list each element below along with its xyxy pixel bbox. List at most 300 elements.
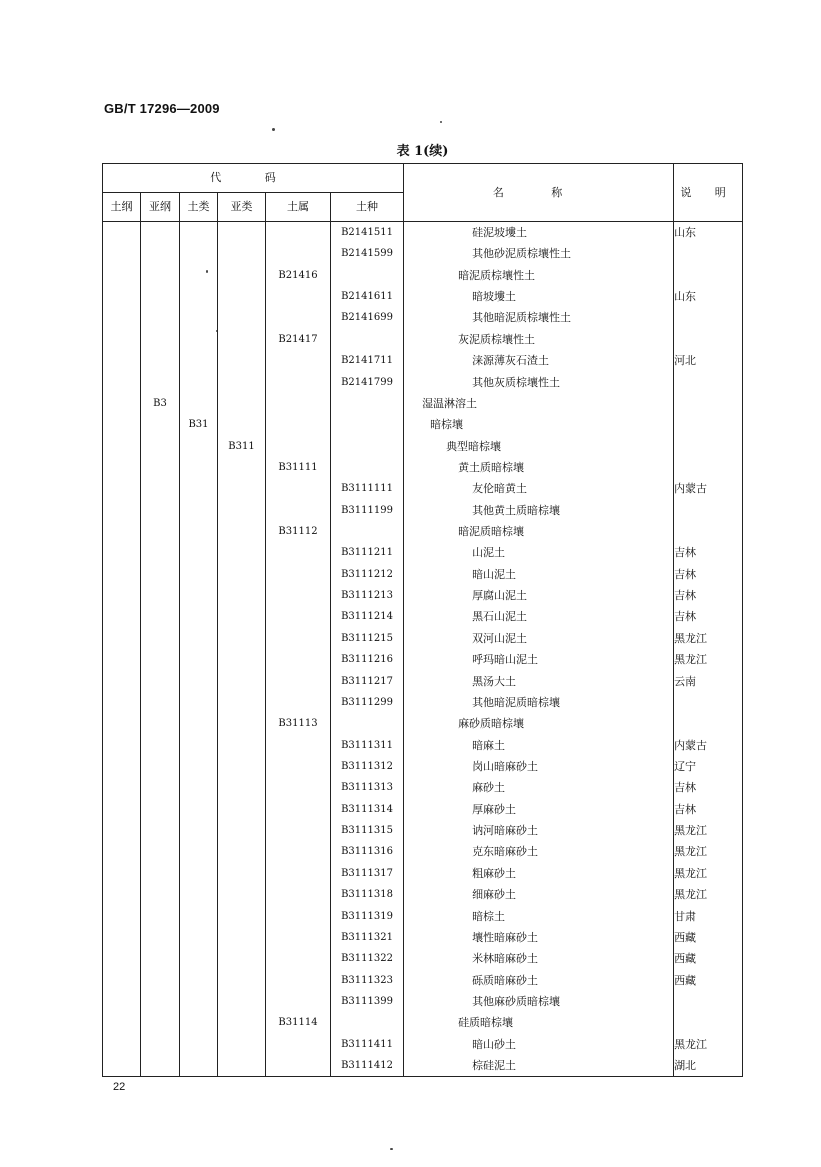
suborder-code-cell (141, 243, 180, 264)
table-row (103, 841, 743, 862)
order-code-cell (103, 585, 141, 606)
table-row (103, 329, 743, 350)
table-row (103, 564, 743, 585)
note-cell (674, 393, 743, 414)
subgroup-code-cell (218, 478, 266, 499)
note-cell: 吉林 (674, 777, 743, 798)
species-code-cell (331, 1012, 404, 1033)
genus-code-cell (266, 564, 331, 585)
order-code-cell (103, 307, 141, 328)
suborder-code-cell (141, 713, 180, 734)
group-code-cell (180, 799, 218, 820)
soil-name-cell: 黄土质暗棕壤 (404, 457, 674, 478)
species-code-cell: B2141711 (331, 350, 404, 371)
subgroup-code-cell (218, 500, 266, 521)
group-code-cell (180, 436, 218, 457)
genus-code-cell (266, 863, 331, 884)
species-code-cell (331, 713, 404, 734)
suborder-code-cell (141, 820, 180, 841)
species-code-cell: B3111399 (331, 991, 404, 1012)
soil-name-cell: 其他暗泥质暗棕壤 (404, 692, 674, 713)
table-row (103, 478, 743, 499)
order-code-cell (103, 777, 141, 798)
table-row (103, 500, 743, 521)
group-code-cell (180, 329, 218, 350)
group-code-cell (180, 927, 218, 948)
order-code-cell (103, 521, 141, 542)
species-code-cell: B3111323 (331, 970, 404, 991)
table-row (103, 756, 743, 777)
note-cell: 黑龙江 (674, 820, 743, 841)
soil-name-cell: 暗棕土 (404, 906, 674, 927)
table-row (103, 307, 743, 328)
soil-name-cell: 壤性暗麻砂土 (404, 927, 674, 948)
table-row (103, 991, 743, 1012)
species-code-cell: B3111299 (331, 692, 404, 713)
table-row (103, 799, 743, 820)
group-code-cell (180, 500, 218, 521)
group-code-cell (180, 542, 218, 563)
note-cell: 黑龙江 (674, 841, 743, 862)
table-row (103, 649, 743, 670)
note-cell: 吉林 (674, 799, 743, 820)
genus-code-cell (266, 692, 331, 713)
table-body (103, 222, 743, 1077)
group-code-cell (180, 457, 218, 478)
note-cell: 吉林 (674, 564, 743, 585)
subgroup-code-cell (218, 1012, 266, 1033)
group-code-cell (180, 735, 218, 756)
table-row (103, 414, 743, 435)
species-code-cell: B3111311 (331, 735, 404, 756)
note-cell: 山东 (674, 222, 743, 244)
order-code-cell (103, 243, 141, 264)
soil-name-cell: 暗泥质暗棕壤 (404, 521, 674, 542)
genus-code-cell (266, 372, 331, 393)
group-code-cell (180, 478, 218, 499)
note-cell (674, 521, 743, 542)
table-row (103, 1055, 743, 1077)
suborder-code-cell (141, 307, 180, 328)
order-code-cell (103, 841, 141, 862)
note-cell (674, 991, 743, 1012)
species-code-cell: B3111212 (331, 564, 404, 585)
genus-code-cell (266, 350, 331, 371)
group-code-cell (180, 606, 218, 627)
group-code-cell (180, 884, 218, 905)
suborder-code-cell (141, 286, 180, 307)
table-row (103, 884, 743, 905)
subgroup-code-cell (218, 606, 266, 627)
suborder-code-cell (141, 542, 180, 563)
soil-name-cell: 讷河暗麻砂土 (404, 820, 674, 841)
name-column-header: 名 称 (404, 164, 674, 222)
species-code-cell: B3111213 (331, 585, 404, 606)
soil-name-cell: 细麻砂土 (404, 884, 674, 905)
genus-code-cell (266, 585, 331, 606)
genus-code-cell (266, 820, 331, 841)
subgroup-code-cell (218, 585, 266, 606)
table-row (103, 948, 743, 969)
suborder-code-cell (141, 265, 180, 286)
species-code-cell: B3111199 (331, 500, 404, 521)
suborder-code-cell (141, 1055, 180, 1077)
note-cell: 河北 (674, 350, 743, 371)
species-code-cell: B3111314 (331, 799, 404, 820)
order-code-cell (103, 970, 141, 991)
species-code-cell: B3111317 (331, 863, 404, 884)
note-cell: 黑龙江 (674, 649, 743, 670)
species-code-cell: B3111313 (331, 777, 404, 798)
suborder-code-cell (141, 948, 180, 969)
order-code-cell (103, 628, 141, 649)
species-code-cell: B3111411 (331, 1034, 404, 1055)
subgroup-code-cell (218, 393, 266, 414)
genus-code-cell (266, 478, 331, 499)
subgroup-code-cell: B311 (218, 436, 266, 457)
table-row (103, 585, 743, 606)
species-code-cell: B3111319 (331, 906, 404, 927)
suborder-code-cell (141, 372, 180, 393)
group-code-cell (180, 350, 218, 371)
table-row (103, 372, 743, 393)
species-code-cell (331, 436, 404, 457)
table-row (103, 735, 743, 756)
species-code-cell: B3111216 (331, 649, 404, 670)
note-cell (674, 372, 743, 393)
soil-name-cell: 硅泥坡塿土 (404, 222, 674, 244)
note-cell (674, 436, 743, 457)
group-code-cell (180, 991, 218, 1012)
soil-name-cell: 麻砂土 (404, 777, 674, 798)
note-cell (674, 329, 743, 350)
subgroup-code-cell (218, 307, 266, 328)
soil-name-cell: 厚腐山泥土 (404, 585, 674, 606)
suborder-code-cell (141, 692, 180, 713)
note-cell (674, 713, 743, 734)
group-code-cell (180, 841, 218, 862)
order-code-cell (103, 606, 141, 627)
species-code-cell: B3111211 (331, 542, 404, 563)
table-row (103, 906, 743, 927)
table-row (103, 1034, 743, 1055)
genus-code-cell (266, 948, 331, 969)
note-cell: 甘肃 (674, 906, 743, 927)
genus-code-cell (266, 243, 331, 264)
genus-code-cell (266, 906, 331, 927)
subgroup-column-header: 亚类 (218, 193, 266, 222)
order-code-cell (103, 735, 141, 756)
subgroup-code-cell (218, 350, 266, 371)
order-code-cell (103, 713, 141, 734)
note-cell (674, 500, 743, 521)
soil-name-cell: 米林暗麻砂土 (404, 948, 674, 969)
order-code-cell (103, 286, 141, 307)
note-cell: 内蒙古 (674, 478, 743, 499)
group-code-cell (180, 820, 218, 841)
species-code-cell (331, 457, 404, 478)
soil-name-cell: 暗麻土 (404, 735, 674, 756)
group-code-cell (180, 777, 218, 798)
soil-name-cell: 暗泥质棕壤性土 (404, 265, 674, 286)
suborder-code-cell (141, 329, 180, 350)
order-code-cell (103, 393, 141, 414)
soil-name-cell: 暗坡塿土 (404, 286, 674, 307)
order-code-cell (103, 756, 141, 777)
genus-code-cell: B21416 (266, 265, 331, 286)
subgroup-code-cell (218, 906, 266, 927)
table-row (103, 265, 743, 286)
species-code-cell: B3111321 (331, 927, 404, 948)
suborder-code-cell (141, 799, 180, 820)
suborder-code-cell (141, 1012, 180, 1033)
suborder-code-cell (141, 436, 180, 457)
code-group-header: 代 码 (103, 164, 404, 193)
genus-code-cell (266, 884, 331, 905)
order-code-cell (103, 1012, 141, 1033)
genus-code-cell: B31112 (266, 521, 331, 542)
note-cell: 黑龙江 (674, 628, 743, 649)
suborder-column-header: 亚纲 (141, 193, 180, 222)
order-code-cell (103, 414, 141, 435)
genus-code-cell: B21417 (266, 329, 331, 350)
group-code-cell (180, 1012, 218, 1033)
subgroup-code-cell (218, 542, 266, 563)
group-code-cell (180, 906, 218, 927)
note-cell (674, 307, 743, 328)
order-code-cell (103, 457, 141, 478)
group-code-cell (180, 521, 218, 542)
note-cell: 吉林 (674, 542, 743, 563)
order-code-cell (103, 820, 141, 841)
group-code-cell (180, 372, 218, 393)
species-code-cell: B2141511 (331, 222, 404, 244)
subgroup-code-cell (218, 372, 266, 393)
subgroup-code-cell (218, 991, 266, 1012)
species-code-cell: B3111318 (331, 884, 404, 905)
genus-code-cell (266, 1055, 331, 1077)
soil-name-cell: 其他灰质棕壤性土 (404, 372, 674, 393)
subgroup-code-cell (218, 243, 266, 264)
genus-code-cell (266, 542, 331, 563)
soil-name-cell: 其他麻砂质暗棕壤 (404, 991, 674, 1012)
genus-code-cell (266, 991, 331, 1012)
table-row (103, 863, 743, 884)
genus-code-cell: B31113 (266, 713, 331, 734)
order-code-cell (103, 884, 141, 905)
soil-name-cell: 硅质暗棕壤 (404, 1012, 674, 1033)
order-code-cell (103, 265, 141, 286)
subgroup-code-cell (218, 564, 266, 585)
table-row (103, 350, 743, 371)
order-code-cell (103, 799, 141, 820)
table-caption: 表 1(续) (396, 144, 449, 159)
group-code-cell (180, 265, 218, 286)
table-row (103, 393, 743, 414)
scan-speck (390, 1148, 393, 1150)
genus-column-header: 土属 (266, 193, 331, 222)
table-row (103, 671, 743, 692)
note-column-header: 说 明 (674, 164, 743, 222)
note-cell: 内蒙古 (674, 735, 743, 756)
table-row (103, 457, 743, 478)
table-row (103, 692, 743, 713)
genus-code-cell (266, 500, 331, 521)
group-code-cell (180, 756, 218, 777)
note-cell: 黑龙江 (674, 884, 743, 905)
suborder-code-cell (141, 777, 180, 798)
subgroup-code-cell (218, 286, 266, 307)
suborder-code-cell (141, 606, 180, 627)
genus-code-cell (266, 671, 331, 692)
table-row (103, 243, 743, 264)
group-code-cell (180, 1034, 218, 1055)
soil-name-cell: 山泥土 (404, 542, 674, 563)
species-code-cell: B2141611 (331, 286, 404, 307)
soil-name-cell: 棕硅泥土 (404, 1055, 674, 1077)
suborder-code-cell (141, 841, 180, 862)
order-code-cell (103, 542, 141, 563)
soil-name-cell: 其他暗泥质棕壤性土 (404, 307, 674, 328)
suborder-code-cell (141, 457, 180, 478)
subgroup-code-cell (218, 1034, 266, 1055)
subgroup-code-cell (218, 884, 266, 905)
suborder-code-cell (141, 500, 180, 521)
soil-name-cell: 克东暗麻砂土 (404, 841, 674, 862)
subgroup-code-cell (218, 820, 266, 841)
suborder-code-cell (141, 628, 180, 649)
order-code-cell (103, 500, 141, 521)
page-number: 22 (113, 1081, 126, 1093)
subgroup-code-cell (218, 777, 266, 798)
note-cell (674, 414, 743, 435)
order-code-cell (103, 671, 141, 692)
species-code-cell: B3111215 (331, 628, 404, 649)
order-code-cell (103, 1055, 141, 1077)
table-row (103, 927, 743, 948)
genus-code-cell (266, 1034, 331, 1055)
genus-code-cell (266, 606, 331, 627)
table-row (103, 970, 743, 991)
soil-name-cell: 厚麻砂土 (404, 799, 674, 820)
genus-code-cell (266, 414, 331, 435)
subgroup-code-cell (218, 799, 266, 820)
group-code-cell (180, 222, 218, 244)
group-code-cell (180, 585, 218, 606)
genus-code-cell (266, 649, 331, 670)
soil-name-cell: 粗麻砂土 (404, 863, 674, 884)
suborder-code-cell (141, 478, 180, 499)
scan-speck (440, 121, 442, 123)
note-cell: 黑龙江 (674, 863, 743, 884)
genus-code-cell: B31111 (266, 457, 331, 478)
subgroup-code-cell (218, 414, 266, 435)
order-code-cell (103, 222, 141, 244)
soil-name-cell: 岗山暗麻砂土 (404, 756, 674, 777)
order-code-cell (103, 692, 141, 713)
note-cell: 吉林 (674, 585, 743, 606)
suborder-code-cell (141, 564, 180, 585)
group-code-cell (180, 393, 218, 414)
soil-name-cell: 呼玛暗山泥土 (404, 649, 674, 670)
soil-name-cell: 双河山泥土 (404, 628, 674, 649)
species-column-header: 土种 (331, 193, 404, 222)
table-row (103, 436, 743, 457)
species-code-cell: B3111322 (331, 948, 404, 969)
species-code-cell (331, 414, 404, 435)
genus-code-cell (266, 735, 331, 756)
suborder-code-cell (141, 1034, 180, 1055)
genus-code-cell (266, 841, 331, 862)
suborder-code-cell (141, 735, 180, 756)
suborder-code-cell (141, 970, 180, 991)
table-row (103, 820, 743, 841)
species-code-cell (331, 521, 404, 542)
table-row (103, 222, 743, 244)
subgroup-code-cell (218, 628, 266, 649)
group-code-cell (180, 970, 218, 991)
order-column-header: 土纲 (103, 193, 141, 222)
group-code-cell (180, 243, 218, 264)
genus-code-cell (266, 222, 331, 244)
genus-code-cell: B31114 (266, 1012, 331, 1033)
note-cell (674, 1012, 743, 1033)
note-cell (674, 265, 743, 286)
soil-name-cell: 黑石山泥土 (404, 606, 674, 627)
order-code-cell (103, 329, 141, 350)
note-cell: 吉林 (674, 606, 743, 627)
soil-name-cell: 其他黄土质暗棕壤 (404, 500, 674, 521)
subgroup-code-cell (218, 222, 266, 244)
soil-name-cell: 湿温淋溶土 (404, 393, 674, 414)
subgroup-code-cell (218, 1055, 266, 1077)
suborder-code-cell (141, 906, 180, 927)
suborder-code-cell (141, 222, 180, 244)
species-code-cell: B2141699 (331, 307, 404, 328)
note-cell: 西藏 (674, 948, 743, 969)
group-code-cell (180, 692, 218, 713)
species-code-cell (331, 329, 404, 350)
subgroup-code-cell (218, 863, 266, 884)
table-row (103, 628, 743, 649)
species-code-cell: B3111214 (331, 606, 404, 627)
group-code-cell (180, 713, 218, 734)
genus-code-cell (266, 436, 331, 457)
scan-speck (272, 128, 275, 131)
table-row (103, 521, 743, 542)
subgroup-code-cell (218, 649, 266, 670)
order-code-cell (103, 649, 141, 670)
soil-name-cell: 友伦暗黄土 (404, 478, 674, 499)
species-code-cell: B2141599 (331, 243, 404, 264)
order-code-cell (103, 948, 141, 969)
note-cell: 云南 (674, 671, 743, 692)
genus-code-cell (266, 756, 331, 777)
suborder-code-cell (141, 649, 180, 670)
soil-name-cell: 典型暗棕壤 (404, 436, 674, 457)
note-cell: 黑龙江 (674, 1034, 743, 1055)
note-cell: 西藏 (674, 927, 743, 948)
order-code-cell (103, 436, 141, 457)
standard-number: GB/T 17296—2009 (104, 101, 220, 116)
suborder-code-cell (141, 671, 180, 692)
subgroup-code-cell (218, 841, 266, 862)
group-code-cell (180, 1055, 218, 1077)
order-code-cell (103, 350, 141, 371)
species-code-cell: B3111312 (331, 756, 404, 777)
suborder-code-cell (141, 884, 180, 905)
suborder-code-cell (141, 521, 180, 542)
